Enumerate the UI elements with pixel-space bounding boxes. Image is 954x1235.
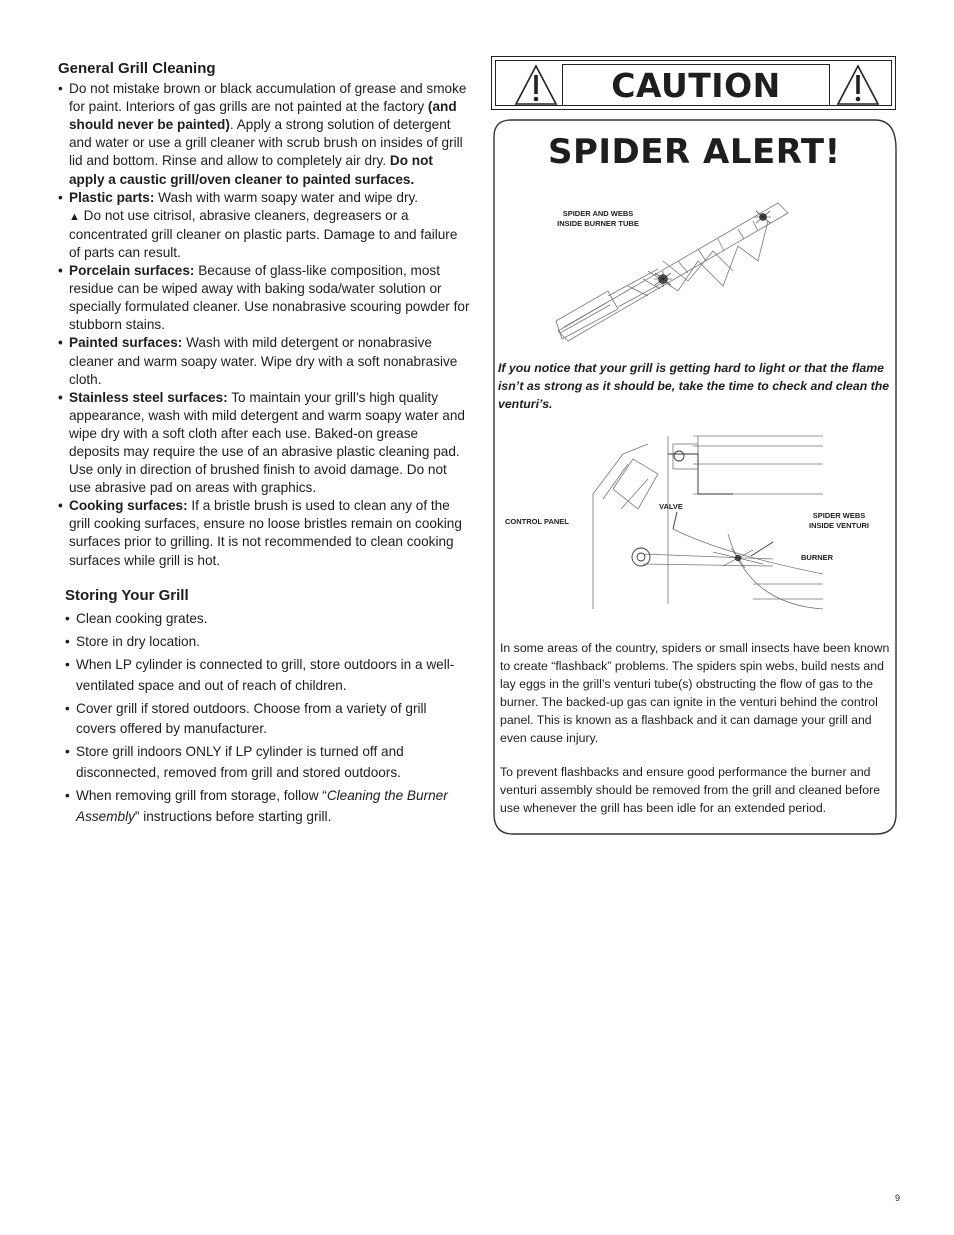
- page-number: 9: [895, 1193, 901, 1203]
- bullet: •: [58, 389, 63, 405]
- warning-triangle-icon: [836, 64, 880, 106]
- fig1-label: SPIDER AND WEBS INSIDE BURNER TUBE: [557, 209, 639, 228]
- storing-item-removal: • When removing grill from storage, follow “Cleaning the Burner Assembly” instructions before starting grill.: [65, 787, 448, 824]
- warning-triangle-icon: ▲: [69, 210, 80, 223]
- general-cleaning-title: General Grill Cleaning: [58, 60, 216, 77]
- cleaning-item-grease: • Do not mistake brown or black accumulation of grease and smoke for paint. Interiors of gas grills are not painted at the factory (and should never be painted). Apply a strong solution of detergent and water or use a grill cleaner with scrub brush on insides of grill lid and bottom. Rinse and allow to completely air dry. Do not apply a caustic grill/oven cleaner to painted surfaces.: [58, 81, 467, 187]
- cleaning-item-painted: • Painted surfaces: Wash with mild detergent or nonabrasive cleaner and warm soapy water. Wipe dry with a soft nonabrasive cloth.: [58, 335, 458, 387]
- fig2-label-burner: BURNER: [801, 553, 834, 562]
- cleaning-item-plastic: • Plastic parts: Wash with warm soapy water and wipe dry. ▲ Do not use citrisol, abrasive cleaners, degreasers or a concentrated grill cleaner on plastic parts. Damage to and failure of parts can result.: [58, 189, 458, 260]
- venturi-illustration: [573, 434, 833, 614]
- cleaning-item-porcelain: • Porcelain surfaces: Because of glass-like composition, most residue can be wiped away with baking soda/water solution or specially formulated cleaner. Use nonabrasive scouring powder for stubborn stains.: [58, 263, 470, 333]
- storing-item: • Store in dry location.: [65, 633, 200, 649]
- bullet: •: [58, 498, 63, 514]
- cleaning-item-cooking: • Cooking surfaces: If a bristle brush is used to clean any of the grill cooking surfaces, ensure no loose bristles remain on cooking surfaces prior to grilling. It is not recommended to clean cooking surfaces while grill is hot.: [58, 498, 462, 568]
- warning-triangle-icon: [514, 64, 558, 106]
- caution-title: CAUTION: [611, 66, 781, 105]
- fig2-label-control-panel: CONTROL PANEL: [505, 517, 569, 526]
- flashback-paragraph: In some areas of the country, spiders or small insects have been known to create “flashback” problems. The spiders spin webs, build nests and lay eggs in the grill’s venturi tube(s) obstructing the flow of gas to the burner. The backed-up gas can ignite in the venturi behind the control panel. This is known as a flashback and it can damage your grill and even cause injury.: [500, 641, 890, 745]
- left-column: [58, 60, 470, 830]
- bullet: •: [58, 189, 63, 205]
- storing-section: [58, 587, 470, 828]
- storing-title: Storing Your Grill: [65, 586, 189, 604]
- cleaning-item-stainless: • Stainless steel surfaces: To maintain your grill’s high quality appearance, wash with mild detergent and warm soapy water and wipe dry with a soft cloth after each use. Baked-on grease deposits may require the use of an abrasive plastic cleaning pad. Use only in direction of brushed finish to avoid damage. Do not use abrasive pad on areas with graphics.: [58, 389, 465, 496]
- storing-item: • Clean cooking grates.: [65, 610, 208, 626]
- storing-item: • When LP cylinder is connected to grill, store outdoors in a well-ventilated space and out of reach of children.: [65, 656, 455, 693]
- storing-item: • Cover grill if stored outdoors. Choose from a variety of grill covers offered by manufacturer.: [65, 700, 427, 737]
- fig2-label-spider-webs: SPIDER WEBS INSIDE VENTURI: [808, 511, 869, 530]
- spider-alert-title: SPIDER ALERT!: [548, 132, 841, 172]
- prevention-paragraph: To prevent flashbacks and ensure good performance the burner and venturi assembly should be removed from the grill and cleaned before use whenever the grill has been idle for an extended period.: [500, 765, 881, 815]
- bullet: •: [58, 263, 63, 279]
- storing-item: • Store grill indoors ONLY if LP cylinder is turned off and disconnected, removed from grill and stored outdoors.: [65, 744, 404, 780]
- bullet: •: [58, 335, 63, 351]
- notice-text: If you notice that your grill is getting hard to light or that the flame isn’t as strong as it should be, take the time to check and clean the venturi’s.: [498, 361, 890, 411]
- bullet: •: [58, 81, 63, 97]
- fig2-label-valve: VALVE: [659, 502, 683, 511]
- caution-banner: [491, 56, 896, 110]
